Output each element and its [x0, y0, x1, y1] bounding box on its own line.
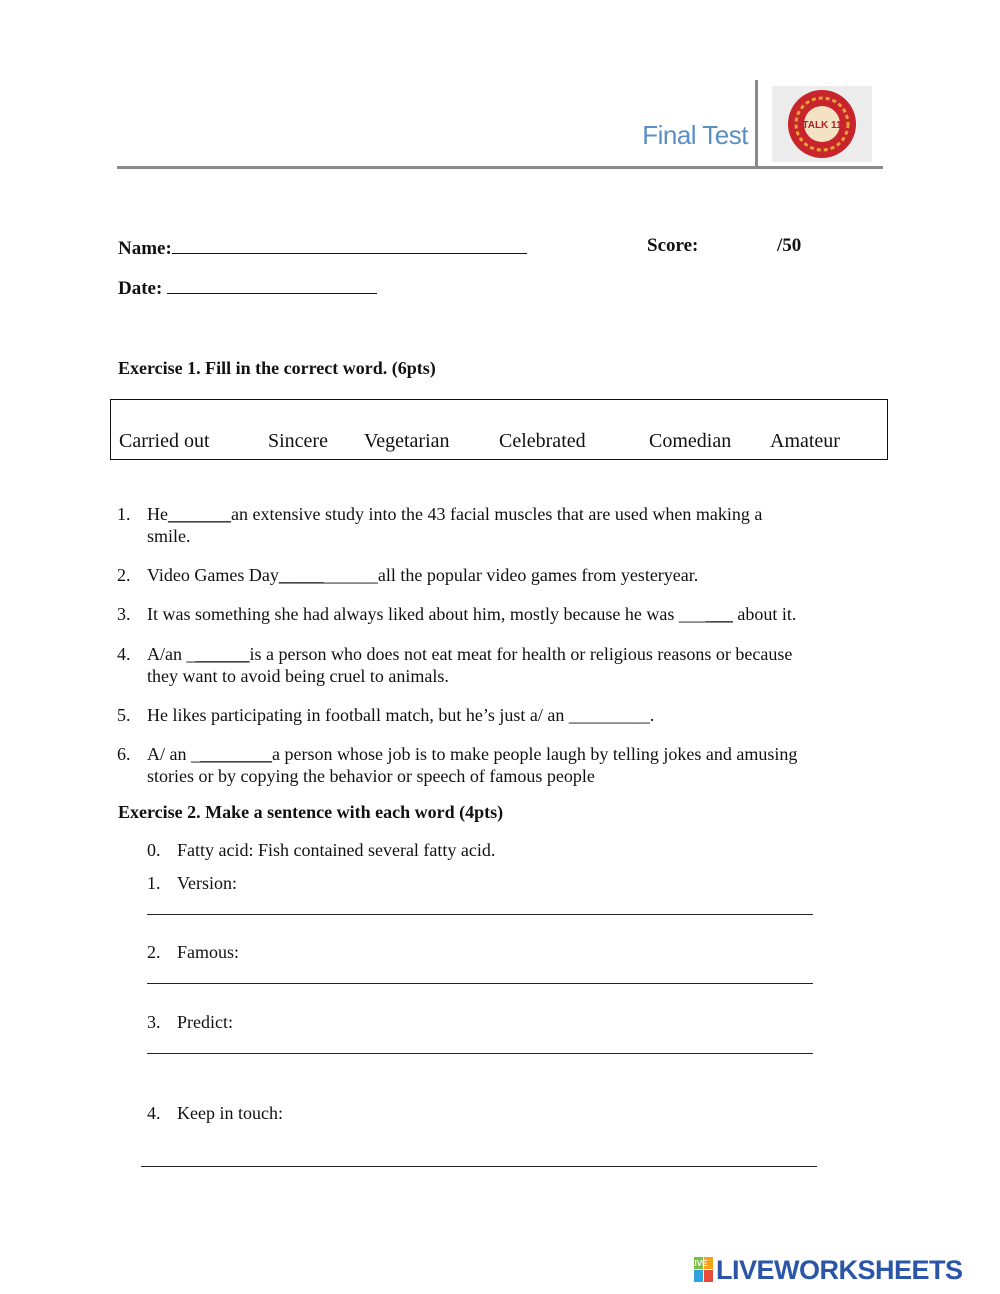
sentence-item-2: 2. Famous:	[147, 942, 240, 962]
date-field	[118, 275, 377, 300]
date-label: Date:	[118, 278, 163, 299]
word-bank-item: Comedian	[649, 430, 732, 452]
answer-line-4[interactable]	[141, 1166, 817, 1167]
answer-line-3[interactable]	[147, 1053, 813, 1054]
answer-blank[interactable]: _____.	[604, 705, 655, 725]
school-logo	[772, 86, 872, 162]
name-label: Name:	[118, 238, 172, 259]
answer-line-2[interactable]	[147, 983, 813, 984]
name-field	[118, 235, 527, 260]
question-2: 2. Video Games Day___________all the popular video games from yesteryear.	[117, 565, 699, 585]
liveworksheets-logo-icon	[689, 1257, 714, 1283]
question-1: 1. He_______an extensive study into the 43 facial muscles that are used when making a smile.	[117, 504, 763, 546]
sentence-item-3: 3. Predict:	[147, 1012, 233, 1032]
liveworksheets-footer[interactable]	[689, 1254, 994, 1285]
svg-text:LIVE: LIVE	[689, 1259, 708, 1268]
answer-blank[interactable]: ________	[200, 744, 272, 764]
answer-blank[interactable]: ______	[195, 644, 250, 664]
exercise2-title: Exercise 2. Make a sentence with each word (4pts)	[118, 802, 504, 822]
word-bank-item: Carried out	[119, 430, 210, 452]
question-5: 5. He likes participating in football match, but he’s just a/ an _________.	[117, 705, 655, 725]
liveworksheets-brand: LIVEWORKSHEETS	[716, 1254, 963, 1285]
date-input-line[interactable]	[167, 275, 377, 294]
question-6: 6. A/ an _________a person whose job is to make people laugh by telling jokes and amusing stories or by copying the behavior or speech of famous people	[117, 744, 798, 786]
answer-blank[interactable]: ___	[705, 604, 733, 624]
talk11-logo-icon	[786, 88, 858, 160]
answer-line-1[interactable]	[147, 914, 813, 915]
sentence-item-1: 1. Version:	[147, 873, 237, 893]
word-bank-item: Vegetarian	[364, 430, 450, 452]
page-title: Final Test	[642, 120, 748, 150]
score-label: Score:	[647, 235, 699, 256]
example-item: 0. Fatty acid: Fish contained several fatty acid.	[147, 840, 496, 860]
word-bank	[110, 399, 888, 460]
sentence-item-4: 4. Keep in touch:	[147, 1103, 283, 1123]
name-input-line[interactable]	[172, 235, 527, 254]
svg-text:TALK 11: TALK 11	[802, 120, 842, 131]
score-total: /50	[777, 235, 802, 256]
answer-blank[interactable]: _______	[168, 504, 231, 524]
word-bank-item: Amateur	[770, 430, 840, 452]
header-divider-horizontal	[117, 166, 883, 169]
exercise1-title: Exercise 1. Fill in the correct word. (6pts)	[118, 358, 436, 378]
answer-blank[interactable]: _____	[278, 565, 324, 585]
question-3: 3. It was something she had always liked about him, mostly because he was ______ about it.	[117, 604, 797, 624]
word-bank-item: Celebrated	[499, 430, 586, 452]
word-bank-item: Sincere	[268, 430, 328, 452]
question-4: 4. A/an _______is a person who does not eat meat for health or religious reasons or because they want to avoid being cruel to animals.	[117, 644, 793, 686]
header-divider-vertical	[755, 80, 758, 166]
